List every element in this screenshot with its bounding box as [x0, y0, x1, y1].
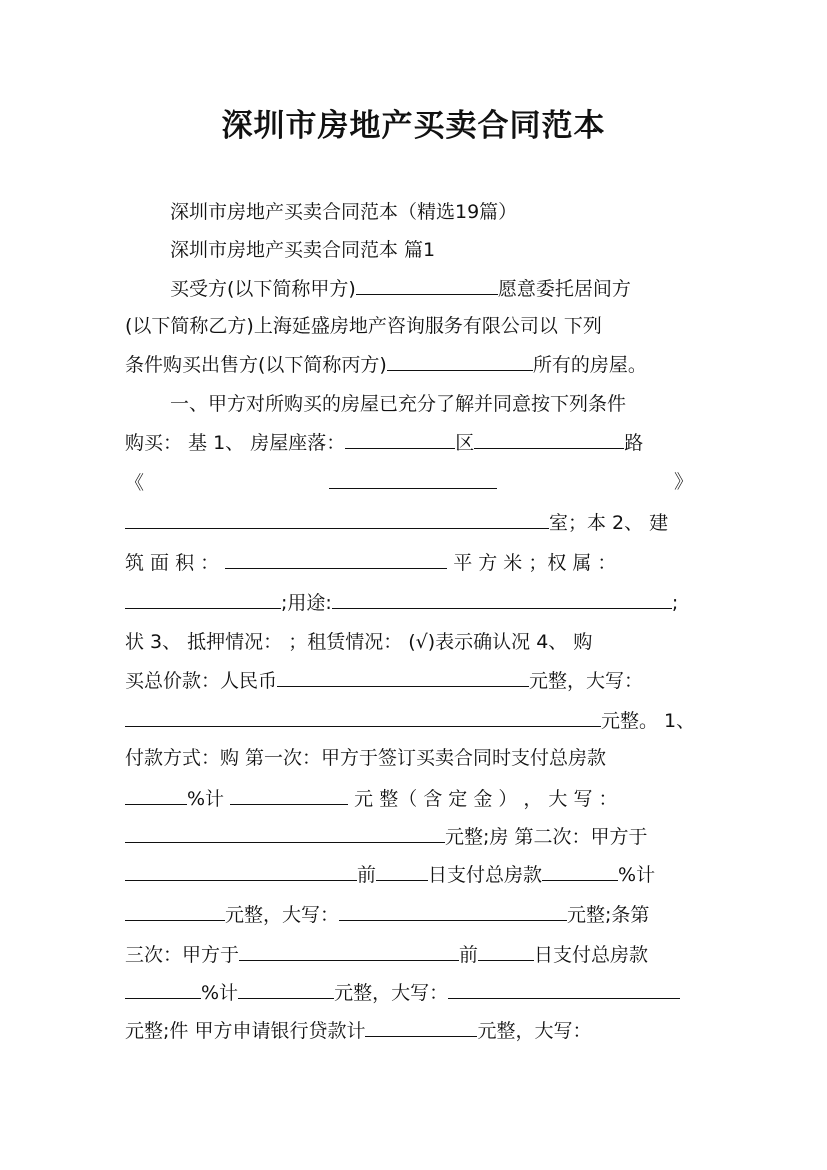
text-segment: 元 整（ 含 定 金 ） ， 大 写 ：	[354, 788, 618, 810]
text-segment: 路	[624, 432, 644, 454]
fill-blank	[332, 590, 672, 609]
text-segment: 元整，大写：	[529, 670, 644, 692]
fill-blank	[225, 550, 447, 569]
text-line	[170, 276, 705, 301]
fill-blank	[542, 862, 618, 881]
text-segment: 平 方 米 ；权 属 ：	[453, 552, 617, 574]
fill-blank	[365, 1018, 477, 1037]
text-segment: 条件购买出售方(以下简称丙方)	[125, 354, 387, 376]
text-segment: 买总价款：人民币	[125, 670, 278, 692]
text-segment: 购买： 基 1、 房屋座落：	[125, 432, 346, 454]
text-line	[125, 352, 705, 377]
text-line	[125, 550, 705, 575]
text-segment: 元整，大写：	[334, 982, 449, 1004]
text-line	[125, 942, 705, 967]
text-line	[125, 708, 705, 733]
text-line: 状 3、 抵押情况： ；租赁情况： (√)表示确认况 4、 购	[125, 631, 593, 653]
document-title: 深圳市房地产买卖合同范本	[221, 108, 606, 144]
text-segment: ;用途:	[281, 592, 332, 614]
fill-blank	[125, 980, 201, 999]
fill-blank	[474, 430, 624, 449]
text-segment: 元整，大写：	[225, 904, 340, 926]
fill-blank	[230, 786, 348, 805]
text-line	[125, 470, 705, 495]
text-segment: 前	[357, 864, 377, 886]
text-line: 付款方式：购 第一次：甲方于签订买卖合同时支付总房款	[125, 747, 607, 769]
text-line	[125, 510, 705, 535]
fill-blank	[125, 510, 549, 529]
document-subtitle: 深圳市房地产买卖合同范本（精选19篇）	[170, 201, 518, 223]
text-segment: 区	[455, 432, 475, 454]
text-segment: 愿意委托居间方	[497, 278, 631, 300]
text-segment: 室；本 2、 建	[549, 512, 669, 534]
fill-blank	[329, 470, 497, 489]
text-line: 一、甲方对所购买的房屋已充分了解并同意按下列条件	[170, 393, 627, 415]
text-segment: %计	[187, 788, 225, 810]
fill-blank	[125, 786, 187, 805]
text-line: (以下简称乙方)上海延盛房地产咨询服务有限公司以 下列	[125, 315, 602, 337]
text-segment: 买受方(以下简称甲方)	[170, 278, 356, 300]
fill-blank	[125, 824, 445, 843]
fill-blank	[125, 590, 281, 609]
text-line	[125, 980, 705, 1005]
text-segment: 前	[459, 944, 479, 966]
text-segment: 日支付总房款	[534, 944, 649, 966]
fill-blank	[277, 668, 529, 687]
fill-blank	[448, 980, 680, 999]
text-line	[125, 902, 705, 927]
text-segment: %计	[618, 864, 656, 886]
text-line	[125, 430, 705, 455]
text-line	[125, 786, 705, 811]
fill-blank	[125, 902, 225, 921]
text-line	[125, 590, 705, 615]
text-segment: ;	[671, 592, 679, 614]
text-segment: 元整;件 甲方申请银行贷款计	[125, 1020, 366, 1042]
text-line	[125, 1018, 705, 1043]
fill-blank	[356, 276, 498, 295]
text-segment: 元整;条第	[567, 904, 650, 926]
text-segment: 三次：甲方于	[125, 944, 240, 966]
text-segment: 元整，大写：	[477, 1020, 592, 1042]
text-segment: 元整。 1、	[601, 710, 696, 732]
text-segment: 所有的房屋。	[532, 354, 647, 376]
text-segment: %计	[201, 982, 239, 1004]
text-segment: 日支付总房款	[428, 864, 543, 886]
fill-blank	[238, 980, 334, 999]
fill-blank	[125, 862, 357, 881]
fill-blank	[478, 942, 534, 961]
fill-blank	[387, 352, 533, 371]
fill-blank	[239, 942, 459, 961]
fill-blank	[345, 430, 455, 449]
text-segment: 元整;房 第二次：甲方于	[445, 826, 648, 848]
text-segment: 筑 面 积 ：	[125, 552, 220, 574]
text-segment: 《	[125, 472, 145, 494]
fill-blank	[339, 902, 567, 921]
fill-blank	[125, 708, 601, 727]
text-line	[125, 862, 705, 887]
section-heading: 深圳市房地产买卖合同范本 篇1	[170, 239, 436, 261]
text-line	[125, 668, 705, 693]
text-segment: 》	[673, 471, 693, 493]
fill-blank	[376, 862, 428, 881]
text-line	[125, 824, 705, 849]
